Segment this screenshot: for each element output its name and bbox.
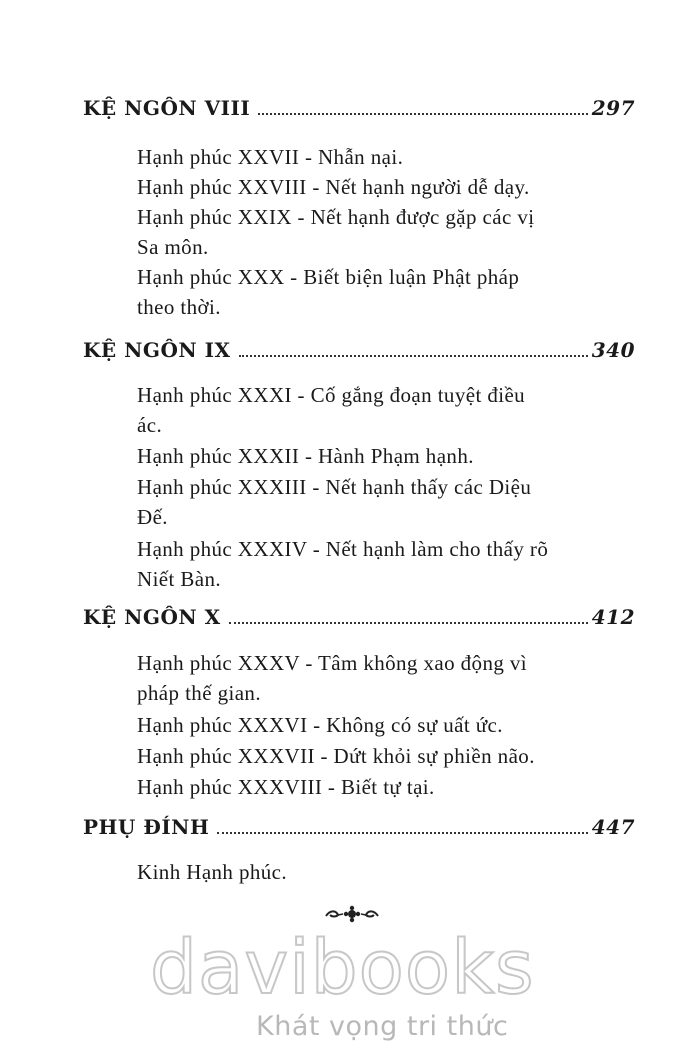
toc-section-ke-ngon-ix bbox=[83, 338, 635, 368]
toc-entry: Hạnh phúc XXXIV - Nết hạnh làm cho thấy rõ bbox=[137, 537, 549, 561]
section-title: PHỤ ĐÍNH bbox=[83, 815, 210, 839]
toc-heading bbox=[83, 605, 635, 635]
toc-entry: Hạnh phúc XXVII - Nhẫn nại. bbox=[137, 145, 404, 169]
page-number: 340 bbox=[591, 338, 635, 362]
section-title: KỆ NGÔN VIII bbox=[83, 96, 251, 120]
toc-entry: Hạnh phúc XXXI - Cố gắng đoạn tuyệt điều bbox=[137, 383, 526, 407]
dot-leader bbox=[258, 113, 588, 115]
dot-leader bbox=[217, 832, 587, 834]
toc-entry: Hạnh phúc XXXV - Tâm không xao động vì bbox=[137, 651, 528, 675]
toc-entry: Đế. bbox=[137, 505, 168, 529]
toc-heading bbox=[83, 338, 635, 368]
section-title: KỆ NGÔN IX bbox=[83, 338, 231, 362]
toc-entry: Hạnh phúc XXXVII - Dứt khỏi sự phiền não. bbox=[137, 744, 535, 768]
watermark-tagline: Khát vọng tri thức bbox=[256, 1011, 509, 1042]
toc-entry: Hạnh phúc XXXII - Hành Phạm hạnh. bbox=[137, 444, 474, 468]
dot-leader bbox=[239, 355, 588, 357]
page-number: 412 bbox=[591, 605, 635, 629]
toc-heading bbox=[83, 96, 635, 126]
toc-entry: Hạnh phúc XXXVI - Không có sự uất ức. bbox=[137, 713, 503, 737]
toc-entry: pháp thế gian. bbox=[137, 681, 261, 705]
toc-section-ke-ngon-x bbox=[83, 605, 635, 635]
toc-entry: Niết Bàn. bbox=[137, 567, 222, 591]
toc-entry: Hạnh phúc XXVIII - Nết hạnh người dễ dạy. bbox=[137, 175, 530, 199]
toc-heading bbox=[83, 815, 635, 845]
floral-divider-icon bbox=[322, 904, 382, 924]
toc-section-ke-ngon-viii bbox=[83, 96, 635, 126]
dot-leader bbox=[229, 622, 588, 624]
toc-section-phu-dinh bbox=[83, 815, 635, 845]
toc-entry: Kinh Hạnh phúc. bbox=[137, 860, 288, 884]
section-title: KỆ NGÔN X bbox=[83, 605, 221, 629]
watermark-brand: davibooks bbox=[150, 925, 535, 1011]
toc-entry: Hạnh phúc XXXVIII - Biết tự tại. bbox=[137, 775, 435, 799]
page-number: 297 bbox=[591, 96, 635, 120]
toc-entry: ác. bbox=[137, 413, 163, 437]
toc-entry: Sa môn. bbox=[137, 235, 209, 259]
toc-entry: Hạnh phúc XXIX - Nết hạnh được gặp các vị bbox=[137, 205, 535, 229]
toc-entry: Hạnh phúc XXX - Biết biện luận Phật pháp bbox=[137, 265, 520, 289]
toc-entry: Hạnh phúc XXXIII - Nết hạnh thấy các Diệu bbox=[137, 475, 532, 499]
toc-entry: theo thời. bbox=[137, 295, 221, 319]
page-number: 447 bbox=[591, 815, 635, 839]
